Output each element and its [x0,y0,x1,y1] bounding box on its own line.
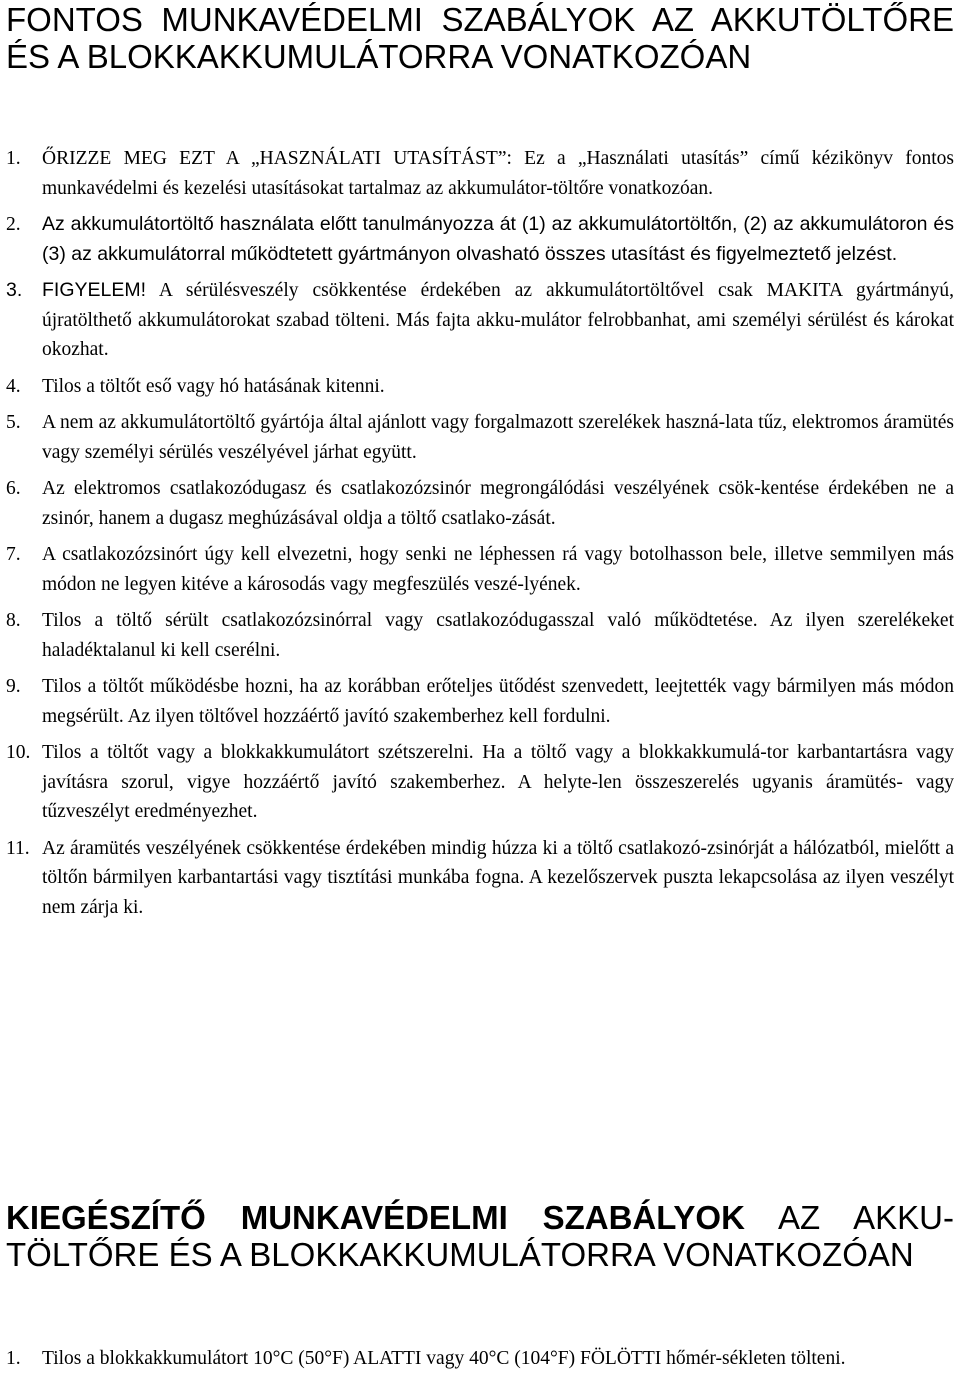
list-item [6,738,954,827]
item-number: 7. [6,544,21,565]
item-number: 11. [6,837,30,859]
item-number: 9. [6,676,21,697]
safety-rules-list [6,144,954,929]
list-item [6,474,954,533]
warning-label: FIGYELEM! [42,279,147,301]
list-item [6,408,954,467]
secondary-heading [6,1199,954,1273]
item-number: 4. [6,375,21,397]
item-number: 10. [6,742,31,763]
item-text: Az áramütés veszélyének csökkentése érdekében mindig húzza ki a töltő csatlakozó-zsinórját a hálózatból, mielőtt a töltőn bármilyen karbantartási vagy tisztítási munkába fogna. A kezelőszervek puszta lekapcsolása az ilyen veszélyt nem zárja ki. [42,837,954,918]
item-number: 8. [6,610,21,631]
additional-rules-list [6,1344,954,1374]
item-text: Tilos a töltőt működésbe hozni, ha az korábban erőteljes ütődést szenvedett, leejtették vagy bármilyen más módon megsérült. Az ilyen töltővel hozzáértő javító szakemberhez kell fordulni. [42,676,954,727]
item-number: 5. [6,412,21,433]
list-item [6,144,954,203]
item-number: 1. [6,148,21,169]
item-text: Tilos a töltőt eső vagy hó hatásának kitenni. [42,375,385,397]
list-item [6,210,954,269]
list-item [6,606,954,665]
list-item [6,540,954,599]
list-item [6,834,954,923]
main-heading: FONTOS MUNKAVÉDELMI SZABÁLYOK AZ AKKUTÖLTŐRE ÉS A BLOKKAKKUMULÁTORRA VONATKOZÓAN [6,1,954,75]
item-text: ŐRIZZE MEG EZT A „HASZNÁLATI UTASÍTÁST”: Ez a „Használati utasítás” című kézikönyv fontos munkavédelmi és kezelési utasításokat tartalmaz az akkumulátor-töltőre vonatkozóan. [42,148,954,199]
list-item [6,276,954,365]
item-text: A sérülésveszély csökkentése érdekében az akkumulátortöltővel csak MAKITA gyártmányú, újratölthető akkumulátorokat szabad tölteni. Más fajta akku-mulátor felrobbanhat, ami személyi sérülést és károkat okozhat. [42,280,954,360]
list-item [6,672,954,731]
item-number: 2. [6,214,21,235]
secondary-heading-rest: AZ AKKU-TÖLTŐRE ÉS A BLOKKAKKUMULÁTORRA VONATKOZÓAN [6,1199,954,1273]
item-number: 3. [6,279,23,301]
item-text: Tilos a töltő sérült csatlakozózsinórral vagy csatlakozódugasszal való működtetése. Az ilyen szerelékeket haladéktalanul ki kell cserélni. [42,610,954,661]
item-text: Az akkumulátortöltő használata előtt tanulmányozza át (1) az akkumulátortöltőn, (2) az akkumulátoron és (3) az akkumulátorral működtetett gyártmányon olvasható összes utasítást és figyelmeztető jelzést. [42,213,954,265]
list-item [6,372,954,402]
item-text: Tilos a töltőt vagy a blokkakkumulátort szétszerelni. Ha a töltő vagy a blokkakkumulá-tor karbantartásra vagy javításra szorul, vigye hozzáértő javító szakemberhez. A helyte-len összeszerelés ugyanis áramütés- vagy tűzveszélyt eredményezhet. [42,742,954,822]
item-text: Tilos a blokkakkumulátort 10°C (50°F) ALATTI vagy 40°C (104°F) FÖLÖTTI hőmér-sékleten tölteni. [42,1348,846,1369]
secondary-heading-bold: KIEGÉSZÍTŐ MUNKAVÉDELMI SZABÁLYOK [6,1199,745,1236]
item-number: 6. [6,478,21,499]
item-text: A csatlakozózsinórt úgy kell elvezetni, hogy senki ne léphessen rá vagy botolhasson bele, illetve semmilyen más módon ne legyen kitéve a károsodás vagy megfeszülés veszé-lyének. [42,544,954,595]
list-item [6,1344,954,1374]
item-text: A nem az akkumulátortöltő gyártója által ajánlott vagy forgalmazott szerelékek haszná-lata tűz, elektromos áramütés vagy személyi sérülés veszélyével járhat együtt. [42,412,954,463]
item-text: Az elektromos csatlakozódugasz és csatlakozózsinór megrongálódási veszélyének csök-kentése érdekében ne a zsinór, hanem a dugasz meghúzásával oldja a töltő csatlako-zását. [42,478,954,529]
item-number: 1. [6,1348,21,1369]
